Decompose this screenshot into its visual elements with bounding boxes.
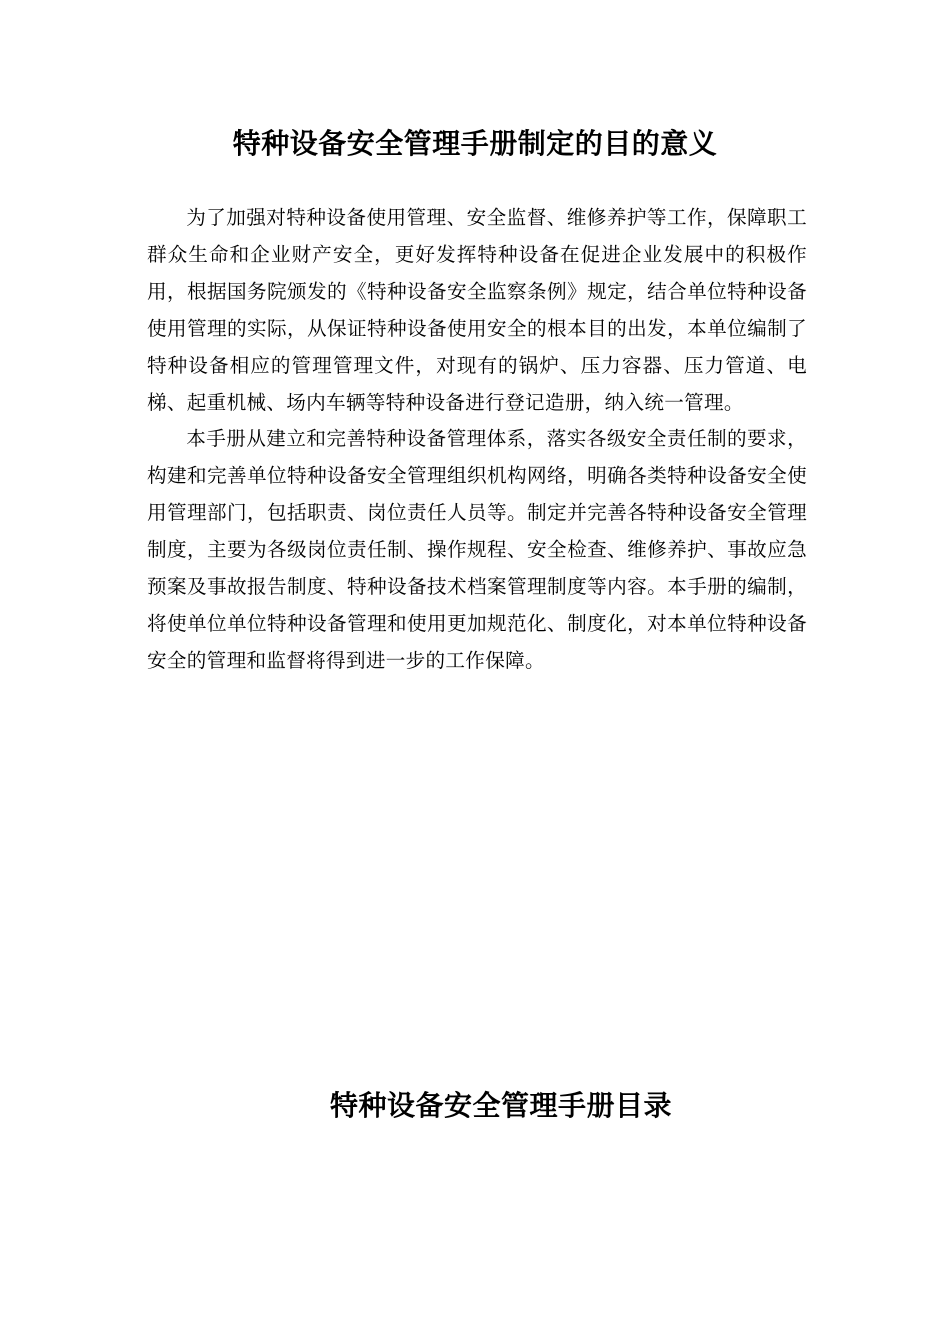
paragraph-purpose: 为了加强对特种设备使用管理、安全监督、维修养护等工作，保障职工群众生命和企业财产安全，更好发挥特种设备在促进企业发展中的积极作用，根据国务院颁发的《特种设备安全监察条例》规定，结合单位特种设备使用管理的实际，从保证特种设备使用安全的根本目的出发，本单位编制了特种设备相应的管理管理文件，对现有的锅炉、压力容器、压力管道、电梯、起重机械、场内车辆等特种设备进行登记造册，纳入统一管理。 (147, 206, 807, 414)
body-text (147, 200, 807, 680)
toc-title: 特种设备安全管理手册目录 (330, 1089, 673, 1122)
paragraph-manual-content: 本手册从建立和完善特种设备管理体系，落实各级安全责任制的要求，构建和完善单位特种设备安全管理组织机构网络，明确各类特种设备安全使用管理部门，包括职责、岗位责任人员等。制定并完善各特种设备安全管理制度，主要为各级岗位责任制、操作规程、安全检查、维修养护、事故应急预案及事故报告制度、特种设备技术档案管理制度等内容。本手册的编制，将使单位单位特种设备管理和使用更加规范化、制度化，对本单位特种设备安全的管理和监督将得到进一步的工作保障。 (147, 427, 807, 672)
page-title: 特种设备安全管理手册制定的目的意义 (232, 127, 718, 160)
